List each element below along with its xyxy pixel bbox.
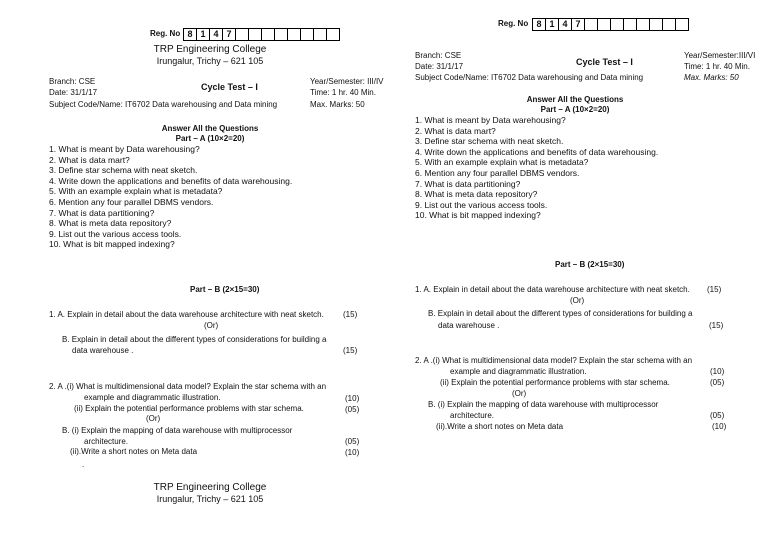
reg-digit: 8 [184,29,197,40]
reg-digit [637,19,650,30]
list-item: 2. What is data mart? [415,125,496,136]
or-separator: (Or) [204,321,219,330]
marks: (10) [710,367,725,376]
part-a-questions [49,144,292,250]
part-b-heading: Part – B (2×15=30) [555,260,625,269]
list-item: 2. What is data mart? [49,154,130,165]
reg-digit: 7 [572,19,585,30]
reg-digit [650,19,663,30]
marks: (15) [343,310,358,319]
marks: (10) [345,394,360,403]
question-b2b: B. (i) Explain the mapping of data warehouse with multiprocessor [62,426,293,435]
reg-digit [249,29,262,40]
marks: (15) [709,321,724,330]
list-item: 9. List out the various access tools. [415,199,548,210]
reg-digit [236,29,249,40]
reg-digit: 4 [559,19,572,30]
reg-digit [314,29,327,40]
list-item: 10. What is bit mapped indexing? [415,210,541,221]
reg-digit [663,19,676,30]
question-b1b: B. Explain in detail about the different types of considerations for building a [428,309,693,318]
question-b1a: 1. A. Explain in detail about the data warehouse architecture with neat sketch. [49,310,324,319]
reg-label: Reg. No [150,29,181,38]
list-item: 9. List out the various access tools. [49,228,182,239]
reg-digit [275,29,288,40]
list-item: 8. What is meta data repository? [415,189,538,200]
list-item: 7. What is data partitioning? [415,178,521,189]
reg-digit [676,19,688,30]
reg-digit [611,19,624,30]
footer-college-name: TRP Engineering College [153,482,267,493]
question-b2b-ii: (ii).Write a short notes on Meta data [436,422,564,431]
answer-all: Answer All the Questions [526,95,624,104]
or-separator: (Or) [512,389,527,398]
reg-digit: 8 [533,19,546,30]
or-separator: (Or) [570,296,585,305]
reg-digit [624,19,637,30]
list-item: 3. Define star schema with neat sketch. [49,165,198,176]
stray-dot: . [82,460,85,469]
exam-date: Date: 31/1/17 [49,88,98,97]
marks: (15) [707,285,722,294]
marks: (05) [710,411,725,420]
list-item: 4. Write down the applications and benefits of data warehousing. [415,146,659,157]
question-b2a-ii: (ii) Explain the potential performance problems with star schema. [74,404,304,413]
duration: Time: 1 hr. 40 Min. [684,62,750,71]
reg-digit [327,29,339,40]
question-b2b-cont: architecture. [84,437,129,446]
question-b2a: 2. A .(i) What is multidimensional data model? Explain the star schema with an [415,356,693,365]
max-marks: Max. Marks: 50 [684,73,739,82]
test-title: Cycle Test – I [201,82,258,92]
question-b1b-cont: data warehouse . [438,321,500,330]
year-semester: Year/Semester:III/VI [684,51,756,60]
duration: Time: 1 hr. 40 Min. [310,88,376,97]
marks: (05) [345,437,360,446]
part-a-heading: Part – A (10×2=20) [540,105,610,114]
exam-date: Date: 31/1/17 [415,62,464,71]
marks: (10) [345,448,360,457]
list-item: 10. What is bit mapped indexing? [49,239,175,250]
college-name: TRP Engineering College [153,44,267,55]
part-a-questions [415,115,658,221]
list-item: 1. What is meant by Data warehousing? [415,115,566,125]
marks: (15) [343,346,358,355]
reg-number-box [183,28,340,41]
question-b2a-ii: (ii) Explain the potential performance problems with star schema. [440,378,670,387]
reg-digit: 7 [223,29,236,40]
question-b1b-cont: data warehouse . [72,346,134,355]
list-item: 8. What is meta data repository? [49,218,172,229]
reg-digit [301,29,314,40]
reg-number-box [532,18,689,31]
list-item: 7. What is data partitioning? [49,207,155,218]
max-marks: Max. Marks: 50 [310,100,365,109]
question-b2b-ii: (ii).Write a short notes on Meta data [70,447,198,456]
reg-digit [288,29,301,40]
reg-digit [262,29,275,40]
question-b2a: 2. A .(i) What is multidimensional data model? Explain the star schema with an [49,382,327,391]
list-item: 6. Mention any four parallel DBMS vendors. [415,167,580,178]
question-b1b: B. Explain in detail about the different types of considerations for building a [62,335,327,344]
marks: (10) [712,422,727,431]
list-item: 3. Define star schema with neat sketch. [415,136,564,147]
reg-digit: 1 [197,29,210,40]
test-title: Cycle Test – I [576,57,633,67]
reg-label: Reg. No [498,19,529,28]
marks: (05) [710,378,725,387]
or-separator: (Or) [146,414,161,423]
branch: Branch: CSE [49,77,96,86]
reg-digit [585,19,598,30]
year-semester: Year/Semester: III/IV [310,77,384,86]
list-item: 5. With an example explain what is metadata? [415,157,589,168]
list-item: 1. What is meant by Data warehousing? [49,144,200,154]
question-b2a-cont: example and diagrammatic illustration. [450,367,587,376]
list-item: 4. Write down the applications and benefits of data warehousing. [49,175,293,186]
branch: Branch: CSE [415,51,462,60]
college-address: Irungalur, Trichy – 621 105 [156,56,264,66]
reg-digit: 4 [210,29,223,40]
reg-digit [598,19,611,30]
marks: (05) [345,405,360,414]
list-item: 6. Mention any four parallel DBMS vendors. [49,196,214,207]
question-b1a: 1. A. Explain in detail about the data warehouse architecture with neat sketch. [415,285,690,294]
footer-college-address: Irungalur, Trichy – 621 105 [156,494,264,504]
question-b2a-cont: example and diagrammatic illustration. [84,393,221,402]
list-item: 5. With an example explain what is metadata? [49,186,223,197]
reg-digit: 1 [546,19,559,30]
part-b-heading: Part – B (2×15=30) [190,285,260,294]
answer-all: Answer All the Questions [161,124,259,133]
part-a-heading: Part – A (10×2=20) [175,134,245,143]
subject: Subject Code/Name: IT6702 Data warehousing and Data mining [415,73,644,82]
question-b2b-cont: architecture. [450,411,495,420]
subject: Subject Code/Name: IT6702 Data warehousing and Data mining [49,100,278,109]
question-b2b: B. (i) Explain the mapping of data warehouse with multiprocessor [428,400,659,409]
